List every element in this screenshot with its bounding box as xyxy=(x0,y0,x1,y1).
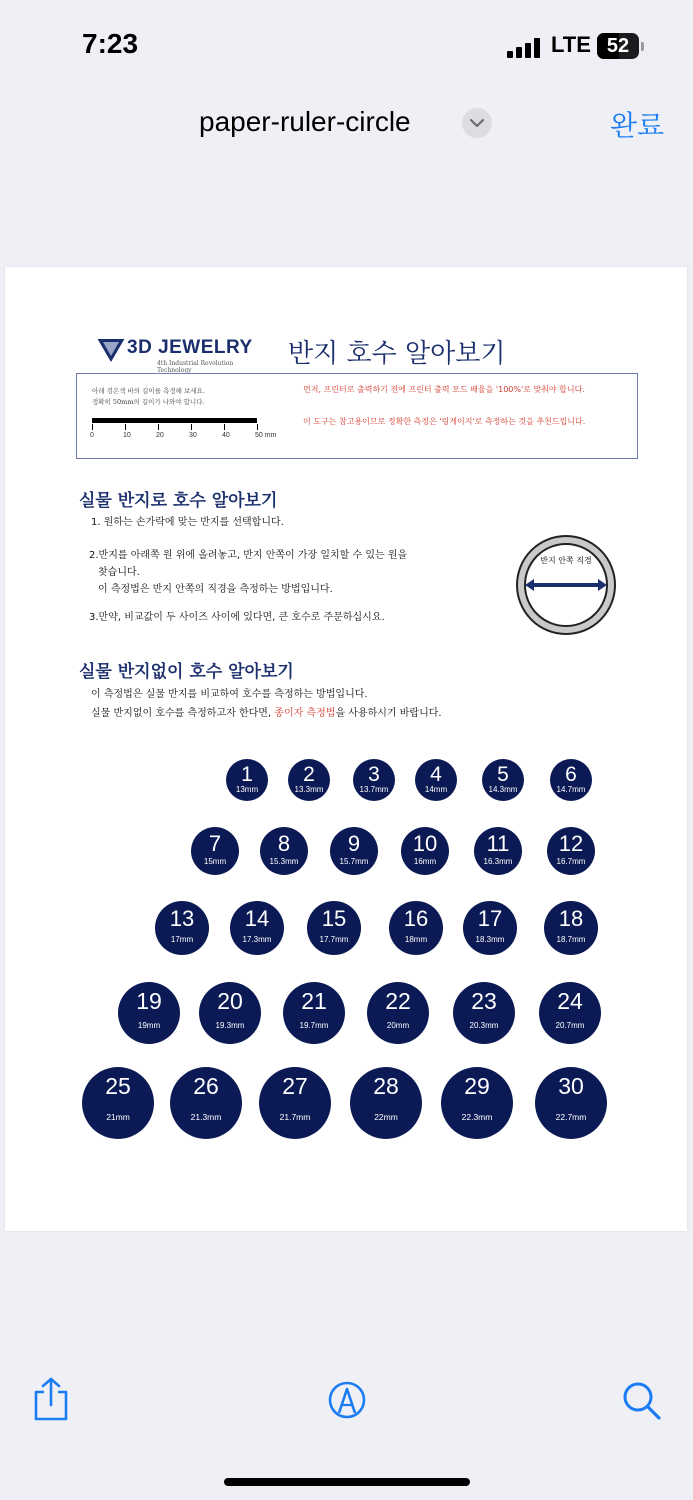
ruler-tick-label: 50 mm xyxy=(255,432,277,439)
ring-size-number: 16 xyxy=(403,905,429,931)
section-title-without-ring: 실물 반지없이 호수 알아보기 xyxy=(79,662,294,682)
ring-size-circle xyxy=(463,901,517,955)
step-2: 2.반지를 아래쪽 원 위에 올려놓고, 반지 안쪽이 가장 일치할 수 있는 원을 xyxy=(89,550,408,561)
ring-size-diameter: 13.7mm xyxy=(359,785,389,795)
diagram-label: 반지 안쪽 직경 xyxy=(540,556,592,565)
method-description: 이 측정법은 실물 반지를 비교하여 호수를 측정하는 방법입니다. xyxy=(91,689,368,700)
ring-size-circle xyxy=(544,901,598,955)
ring-size-number: 21 xyxy=(301,987,327,1014)
ring-size-diameter: 17.3mm xyxy=(242,934,272,944)
brand-logo xyxy=(97,337,267,374)
ring-size-circle xyxy=(199,982,261,1044)
ring-size-diameter: 15mm xyxy=(203,857,227,866)
ring-size-circle xyxy=(260,827,308,875)
ruler-tick-label: 40 xyxy=(222,432,230,439)
ring-size-circle xyxy=(330,827,378,875)
ruler-tick-label: 20 xyxy=(156,432,164,439)
ring-size-circle xyxy=(307,901,361,955)
ruler-tick xyxy=(158,424,159,430)
document-page xyxy=(5,267,687,1231)
document-title[interactable]: paper-ruler-circle xyxy=(199,106,411,137)
ring-size-diameter: 20.3mm xyxy=(469,1020,499,1030)
share-icon[interactable] xyxy=(32,1376,70,1426)
ring-size-circle xyxy=(350,1067,422,1139)
ring-size-diameter: 16.7mm xyxy=(556,857,586,866)
reference-warning: 이 도구는 참고용이므로 정확한 측정은 '링게이지'로 측정하는 것을 추천드립니다. xyxy=(303,417,586,426)
ring-size-diameter: 18.3mm xyxy=(475,934,505,944)
ring-size-circle xyxy=(539,982,601,1044)
ring-size-number: 17 xyxy=(477,905,503,931)
step-2-cont: 찾습니다. xyxy=(98,567,140,578)
ring-size-circle xyxy=(259,1067,331,1139)
ruler-tick xyxy=(257,424,258,430)
page-heading: 반지 호수 알아보기 xyxy=(288,339,506,369)
ring-size-circle xyxy=(547,827,595,875)
ring-size-number: 24 xyxy=(557,987,583,1014)
ring-size-diameter: 14.7mm xyxy=(556,785,586,795)
step-1: 1. 원하는 손가락에 맞는 반지를 선택합니다. xyxy=(91,517,284,528)
brand-name: 3D JEWELRY xyxy=(127,337,253,358)
method-recommendation: 실물 반지없이 호수를 측정하고자 한다면, 종이자 측정법을 사용하시기 바랍니다. xyxy=(91,708,442,719)
ruler-tick xyxy=(125,424,126,430)
ring-size-circle xyxy=(482,759,524,801)
print-warning: 먼저, 프린터로 출력하기 전에 프린터 출력 모드 배율을 '100%'로 맞춰야 합니다. xyxy=(303,385,585,394)
ring-size-diameter: 13.3mm xyxy=(294,785,324,795)
section-title-with-ring: 실물 반지로 호수 알아보기 xyxy=(79,491,278,511)
step-2-note: 이 측정법은 반지 안쪽의 직경을 측정하는 방법입니다. xyxy=(98,584,333,595)
chevron-down-icon[interactable] xyxy=(462,108,492,138)
ring-size-number: 26 xyxy=(193,1073,219,1100)
ring-size-circle xyxy=(550,759,592,801)
ring-size-diameter: 19.3mm xyxy=(215,1020,245,1030)
ring-size-number: 11 xyxy=(486,831,510,857)
ring-size-diameter: 17mm xyxy=(170,934,194,944)
ring-size-diameter: 13mm xyxy=(235,785,259,795)
ring-size-diameter: 18mm xyxy=(404,934,428,944)
ring-size-diameter: 14.3mm xyxy=(488,785,518,795)
signal-icon xyxy=(507,36,543,58)
ring-diameter-diagram xyxy=(512,531,620,639)
home-indicator xyxy=(224,1478,470,1486)
ring-size-circle xyxy=(118,982,180,1044)
done-button[interactable]: 완료 xyxy=(610,109,665,142)
ring-size-number: 2 xyxy=(303,762,315,786)
ring-size-number: 9 xyxy=(347,831,361,857)
ring-size-diameter: 22.3mm xyxy=(461,1112,493,1122)
ring-size-number: 7 xyxy=(208,831,222,857)
ring-size-circle xyxy=(441,1067,513,1139)
ruler-tick xyxy=(191,424,192,430)
ring-size-number: 22 xyxy=(385,987,411,1014)
ruler-tick-label: 30 xyxy=(189,432,197,439)
nav-bar xyxy=(0,100,693,150)
ring-size-number: 28 xyxy=(373,1073,399,1100)
ring-size-number: 15 xyxy=(321,905,347,931)
ruler-note: 아래 검은색 바의 길이를 측정해 보세요. xyxy=(92,387,205,395)
ring-size-diameter: 21.7mm xyxy=(279,1112,311,1122)
ring-size-circle xyxy=(283,982,345,1044)
ring-size-number: 29 xyxy=(464,1073,490,1100)
ring-size-circle xyxy=(170,1067,242,1139)
ring-size-number: 3 xyxy=(368,762,380,786)
ring-size-circle xyxy=(535,1067,607,1139)
ring-size-number: 8 xyxy=(277,831,291,857)
ring-size-circle xyxy=(191,827,239,875)
ring-size-diameter: 20.7mm xyxy=(555,1020,585,1030)
ring-size-diameter: 22mm xyxy=(374,1112,398,1122)
ring-size-number: 6 xyxy=(565,762,577,786)
ring-size-number: 23 xyxy=(471,987,497,1014)
ring-size-diameter: 21.3mm xyxy=(190,1112,222,1122)
ruler-tick xyxy=(92,424,93,430)
ring-size-circle xyxy=(155,901,209,955)
ring-size-diameter: 15.7mm xyxy=(339,857,369,866)
ring-size-circle xyxy=(230,901,284,955)
ring-size-number: 18 xyxy=(558,905,584,931)
ring-size-number: 10 xyxy=(412,831,438,857)
ring-size-circle xyxy=(82,1067,154,1139)
ring-size-diameter: 14mm xyxy=(424,785,448,795)
ring-size-diameter: 21mm xyxy=(106,1112,130,1122)
ring-size-circle xyxy=(453,982,515,1044)
ring-size-number: 27 xyxy=(282,1073,308,1100)
ring-size-diameter: 20mm xyxy=(386,1020,410,1030)
ring-size-circle xyxy=(389,901,443,955)
ring-size-diameter: 19.7mm xyxy=(299,1020,329,1030)
ring-size-diameter: 16.3mm xyxy=(483,857,513,866)
ring-size-diameter: 15.3mm xyxy=(269,857,299,866)
ring-size-diameter: 16mm xyxy=(413,857,437,866)
ruler-info-box xyxy=(76,373,638,459)
ring-size-number: 14 xyxy=(244,905,270,931)
search-icon[interactable] xyxy=(621,1380,663,1426)
ring-size-number: 25 xyxy=(105,1073,131,1100)
ring-size-circle xyxy=(288,759,330,801)
paper-ruler-method: 종이자 측정법 xyxy=(274,708,336,719)
ring-size-number: 13 xyxy=(169,905,195,931)
ring-size-number: 4 xyxy=(430,762,442,786)
ring-size-diameter: 17.7mm xyxy=(319,934,349,944)
ruler-note: 정확히 50mm의 길이가 나와야 합니다. xyxy=(92,398,205,406)
ring-size-circle xyxy=(415,759,457,801)
ring-size-number: 30 xyxy=(558,1073,584,1100)
battery-level: 52 xyxy=(606,35,630,57)
ring-size-number: 19 xyxy=(136,987,162,1014)
battery-icon xyxy=(597,33,639,59)
ring-size-diameter: 19mm xyxy=(137,1020,161,1030)
network-label: LTE xyxy=(551,32,591,57)
ring-size-circle xyxy=(353,759,395,801)
brand-subtitle: 4th Industrial Revolution Technology xyxy=(157,360,234,374)
ring-size-number: 20 xyxy=(217,987,243,1014)
markup-icon[interactable] xyxy=(327,1380,367,1424)
ring-size-number: 5 xyxy=(497,762,509,786)
ruler-bar xyxy=(92,418,257,423)
ring-size-circle xyxy=(474,827,522,875)
ring-size-circle xyxy=(401,827,449,875)
ring-size-diameter: 22.7mm xyxy=(555,1112,587,1122)
ring-size-circle xyxy=(367,982,429,1044)
ruler-tick-label: 0 xyxy=(90,432,94,439)
ring-size-number: 12 xyxy=(558,831,584,857)
status-bar xyxy=(0,0,693,90)
ruler-tick-label: 10 xyxy=(123,432,131,439)
step-3: 3.만약, 비교값이 두 사이즈 사이에 있다면, 큰 호수로 주문하십시요. xyxy=(89,612,385,623)
ring-size-diameter: 18.7mm xyxy=(556,934,586,944)
ruler-tick xyxy=(224,424,225,430)
status-time: 7:23 xyxy=(82,28,139,59)
ring-size-circle xyxy=(226,759,268,801)
ring-size-number: 1 xyxy=(241,762,253,786)
